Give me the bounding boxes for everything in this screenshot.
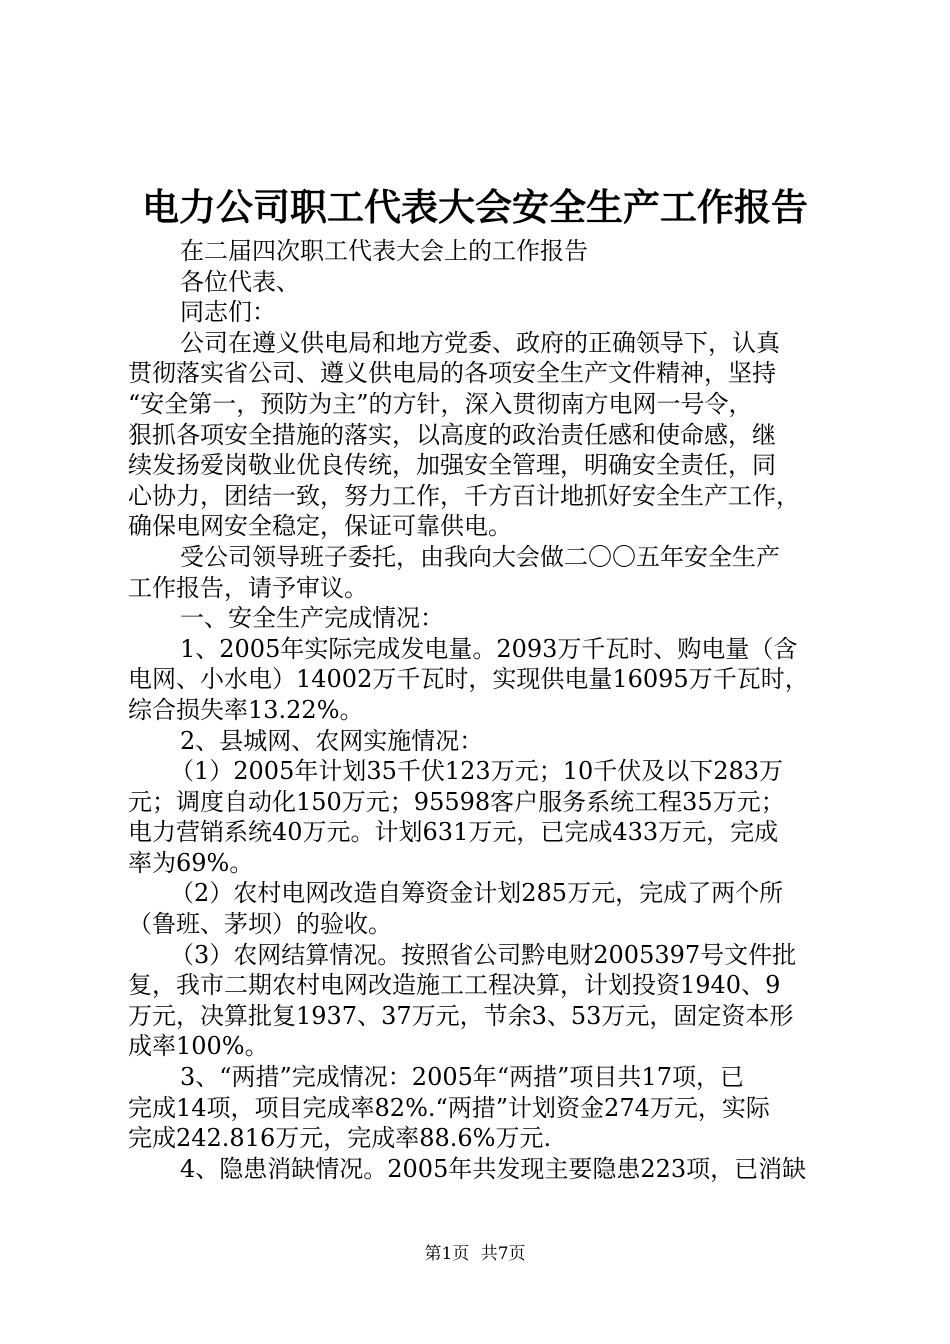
body-line: （2）农村电网改造自筹资金计划285万元，完成了两个所 [170, 879, 784, 908]
body-line: 完成14项，项目完成率82%.“两措”计划资金274万元，实际 [128, 1093, 770, 1122]
body-line: 率为69%。 [128, 848, 254, 877]
body-line: 确保电网安全稳定，保证可靠供电。 [128, 512, 512, 541]
body-line: 续发扬爱岗敬业优良传统，加强安全管理，明确安全责任，同 [128, 451, 776, 480]
body-line: 完成242.816万元，完成率88.6%万元. [128, 1124, 552, 1153]
body-line: 3、“两措”完成情况：2005年“两措”项目共17项，已 [180, 1063, 744, 1092]
page-number: 第1页 [424, 1244, 470, 1264]
body-line: 4、隐患消缺情况。2005年共发现主要隐患223项，已消缺 [180, 1154, 807, 1183]
body-line: 同志们： [180, 298, 276, 327]
body-line: （鲁班、茅坝）的验收。 [128, 910, 392, 939]
body-line: 各位代表、 [180, 267, 300, 296]
body-line: “安全第一，预防为主”的方针，深入贯彻南方电网一号令， [128, 389, 753, 418]
page-total: 共7页 [480, 1244, 526, 1264]
body-line: 成率100%。 [128, 1032, 269, 1061]
body-line: 电力营销系统40万元。计划631万元，已完成433万元，完成 [128, 818, 779, 847]
body-line: 2、县城网、农网实施情况： [180, 726, 484, 755]
body-line: 公司在遵义供电局和地方党委、政府的正确领导下，认真 [180, 328, 780, 357]
body-line: 受公司领导班子委托，由我向大会做二〇〇五年安全生产 [180, 542, 780, 571]
body-line: （1）2005年计划35千伏123万元；10千伏及以下283万 [170, 757, 784, 786]
body-line: 综合损失率13.22%。 [128, 695, 364, 724]
document-title: 电力公司职工代表大会安全生产工作报告 [142, 185, 808, 229]
document-body [128, 236, 833, 1184]
page-footer [0, 1243, 950, 1265]
body-line: 狠抓各项安全措施的落实，以高度的政治责任感和使命感，继 [128, 420, 776, 449]
body-line: 万元，决算批复1937、37万元，节余3、53万元，固定资本形 [128, 1001, 794, 1030]
body-line: 在二届四次职工代表大会上的工作报告 [180, 237, 588, 265]
body-line: 一、安全生产完成情况： [180, 604, 444, 633]
body-line: 1、2005年实际完成发电量。2093万千瓦时、购电量（含 [180, 634, 798, 663]
body-line: 工作报告，请予审议。 [128, 573, 368, 602]
body-line: 元；调度自动化150万元；95598客户服务系统工程35万元； [128, 787, 785, 816]
body-line: 心协力，团结一致，努力工作，千方百计地抓好安全生产工作， [128, 481, 800, 510]
body-line: （3）农网结算情况。按照省公司黔电财2005397号文件批 [170, 940, 797, 969]
body-line: 复，我市二期农村电网改造施工工程决算，计划投资1940、9 [128, 971, 781, 1000]
body-line: 贯彻落实省公司、遵义供电局的各项安全生产文件精神，坚持 [128, 359, 776, 388]
body-line: 电网、小水电）14002万千瓦时，实现供电量16095万千瓦时， [128, 665, 809, 694]
